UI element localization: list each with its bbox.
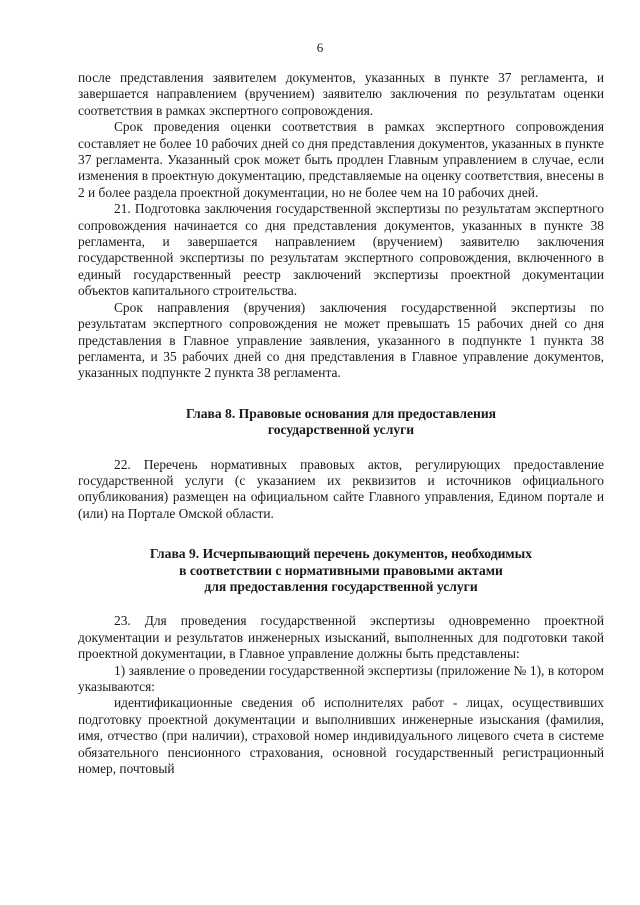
paragraph-assessment-term: Срок проведения оценки соответствия в рамках экспертного сопровождения составляет не более 10 рабочих дней со дня представления документов, указанных в пункте 37 регламента. Указанный срок может быть продлен Главным управлением в случае, если изменения в проектную документацию, представляемые на оценку соответствия, внесены в 2 и более раздела проектной документации, но не более чем на 10 рабочих дней. bbox=[78, 119, 604, 200]
paragraph-identification-info: идентификационные сведения об исполнителях работ - лицах, осуществивших подготовку проектной документации и выполнивших инженерные изыскания (фамилия, имя, отчество (при наличии), страховой номер индивидуального лицевого счета в системе обязательного пенсионного страхования, основной государственный регистрационный номер, почтовый bbox=[78, 695, 604, 777]
chapter-9-heading-line: Глава 9. Исчерпывающий перечень документов, необходимых bbox=[149, 546, 533, 562]
paragraph-23: 23. Для проведения государственной экспертизы одновременно проектной документации и результатов инженерных изысканий, выполненных для подготовки такой проектной документации, в Главное управление должны быть представлены: bbox=[78, 613, 604, 662]
chapter-9-heading-line: для предоставления государственной услуги bbox=[204, 578, 478, 594]
document-body bbox=[78, 70, 604, 777]
chapter-9-heading bbox=[78, 546, 604, 595]
chapter-9-heading-line: в соответствии с нормативными правовыми актами bbox=[179, 562, 503, 578]
paragraph-continuation: после представления заявителем документов, указанных в пункте 37 регламента, и завершается направлением (вручением) заявителю заключения по результатам оценки соответствия в рамках экспертного сопровождения. bbox=[78, 70, 604, 118]
page-number: 6 bbox=[316, 40, 324, 55]
chapter-8-heading-line: государственной услуги bbox=[267, 422, 415, 438]
paragraph-21: 21. Подготовка заключения государственной экспертизы по результатам экспертного сопровождения начинается со дня представления документов, указанных в пункте 38 регламента, и завершается направлением (вручением) заявителю заключения государственной экспертизы по результатам экспертного сопровождения, включенного в единый государственный реестр заключений экспертизы проектной документации объектов капитального строительства. bbox=[78, 201, 604, 299]
paragraph-23-item-1: 1) заявление о проведении государственной экспертизы (приложение № 1), в котором указываются: bbox=[78, 662, 604, 694]
chapter-8-heading-line: Глава 8. Правовые основания для предоставления bbox=[185, 405, 497, 421]
paragraph-delivery-term: Срок направления (вручения) заключения государственной экспертизы по результатам экспертного сопровождения не может превышать 15 рабочих дней со дня представления в Главное управление заявления, указанного в подпункте 1 пункта 38 регламента, и 35 рабочих дней со дня представления в Главное управление документов, указанных подпункте 2 пункта 38 регламента. bbox=[78, 299, 604, 381]
paragraph-22: 22. Перечень нормативных правовых актов, регулирующих предоставление государственной услуги (с указанием их реквизитов и источников официального опубликования) размещен на официальном сайте Главного управления, Едином портале и (или) на Портале Омской области. bbox=[78, 456, 604, 521]
chapter-8-heading bbox=[78, 406, 604, 439]
